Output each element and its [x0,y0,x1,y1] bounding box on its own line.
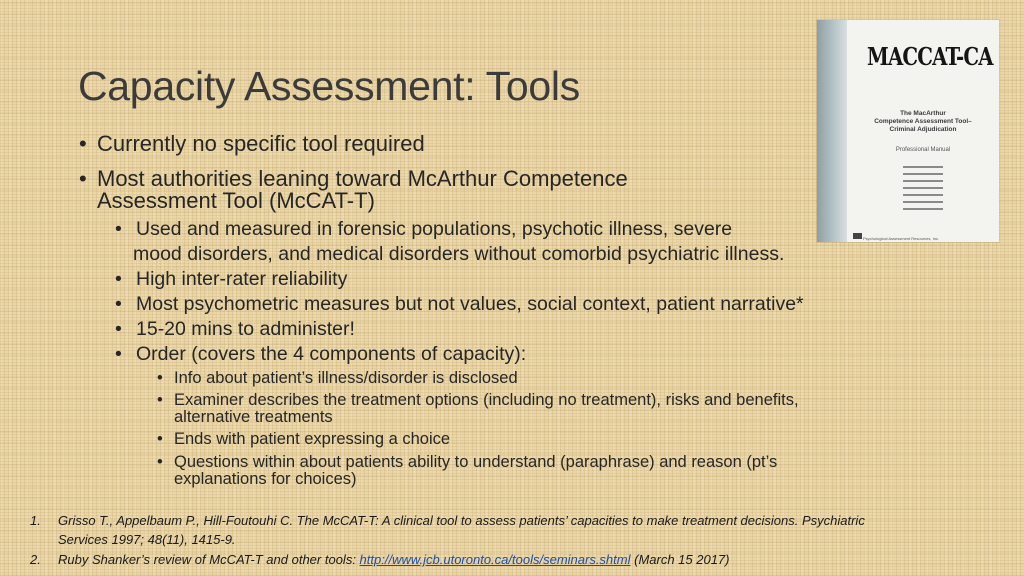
author-line [903,166,943,168]
bullet-dot: • [115,218,122,240]
book-cover-title: MACCAT-CA [867,42,993,71]
reference-suffix: (March 15 2017) [630,552,730,567]
bullet-text: Used and measured in forensic populations, psychotic illness, severe [136,218,733,240]
reference-text: Ruby Shanker’s review of McCAT-T and other tools: [58,552,360,567]
book-spine [817,20,847,242]
reference-1 [30,511,865,530]
reference-number: 2. [30,552,41,567]
book-cover-subtitle-line: Criminal Adjudication [889,126,957,133]
publisher-logo-icon [853,233,862,239]
bullet-dot: • [115,343,122,365]
bullet-text: Most authorities leaning toward McArthur Competence [97,166,628,191]
reference-text: Grisso T., Appelbaum P., Hill-Foutouhi C. The McCAT-T: A clinical tool to assess patients’ capacities to make treatment decisions. Psychiatric [58,513,865,528]
bullet-dot: • [157,369,163,387]
bullet-dot: • [157,453,163,471]
bullet-text: Currently no specific tool required [97,131,425,156]
bullet-dot: • [115,318,122,340]
bullet-text: Questions within about patients ability to understand (paraphrase) and reason (pt’s [174,453,778,471]
bullet-dot: • [157,430,163,448]
bullet-text: mood disorders, and medical disorders without comorbid psychiatric illness. [133,243,785,265]
sub-bullet-continuation [133,242,784,266]
author-line [903,180,943,182]
bullet-text: alternative treatments [174,408,333,426]
bullet-text: Assessment Tool (McCAT-T) [97,188,375,213]
book-cover-subtitle-line: The MacArthur [900,110,946,117]
bullet-dot: • [115,268,122,290]
reference-link[interactable]: http://www.jcb.utoronto.ca/tools/seminars.shtml [359,552,631,567]
book-cover-edition: Professional Manual [895,147,951,153]
bullet-text: Most psychometric measures but not values, social context, patient narrative* [136,293,804,315]
bullet-dot: • [157,391,163,409]
reference-number: 1. [30,513,41,528]
bullet-dot: • [79,131,87,156]
book-cover-publisher: Psychological Assessment Resources, Inc. [863,236,940,241]
sub-sub-bullet-continuation [174,471,357,488]
book-cover-subtitle-line: Competence Assessment Tool– [874,118,972,125]
author-line [903,187,943,189]
reference-1-continuation [30,530,236,549]
bullet-text: High inter-rater reliability [136,268,348,290]
slide-title: Capacity Assessment: Tools [78,63,580,109]
author-line [903,208,943,210]
bullet-text: explanations for choices) [174,470,357,488]
bullet-text: Order (covers the 4 components of capacity): [136,343,527,365]
book-cover-image [817,20,999,242]
bullet-dot: • [79,166,87,191]
author-line [903,194,943,196]
bullet-text: Ends with patient expressing a choice [174,430,451,448]
reference-2 [30,550,730,569]
bullet-dot: • [115,293,122,315]
bullet-text: 15-20 mins to administer! [136,318,355,340]
bullet-text: Examiner describes the treatment options (including no treatment), risks and benefits, [174,391,799,409]
book-cover-subtitle [855,110,991,134]
bullet-text: Info about patient’s illness/disorder is disclosed [174,369,518,387]
author-line [903,201,943,203]
bullet-continuation [97,189,375,212]
author-line [903,173,943,175]
reference-text: Services 1997; 48(11), 1415-9. [58,532,236,547]
sub-sub-bullet-continuation [174,409,333,426]
